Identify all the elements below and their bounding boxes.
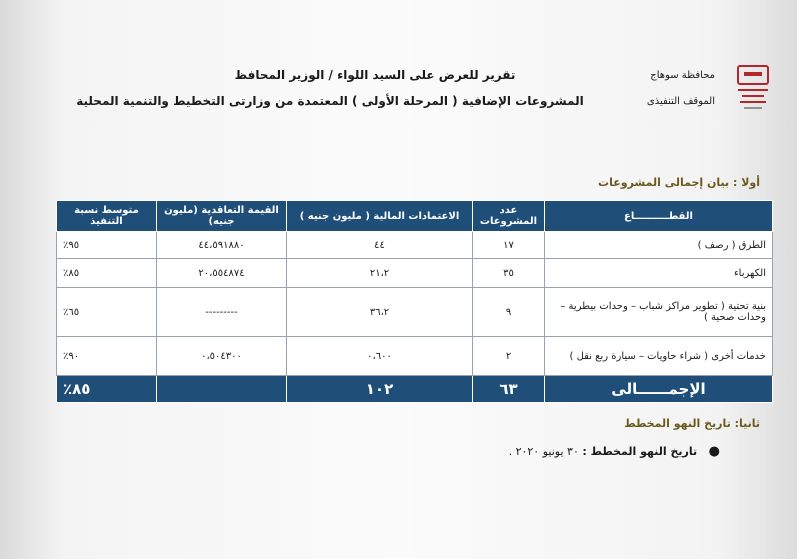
cell-progress: ٨٥٪ (57, 259, 157, 288)
cell-sector: الكهرباء (545, 259, 773, 288)
table-header-row (57, 201, 773, 232)
table-row (57, 232, 773, 259)
cell-budget: ٣٦،٢ (287, 288, 473, 337)
report-title: تقرير للعرض على السيد اللواء / الوزير المحافظ (234, 68, 516, 82)
table-row (57, 337, 773, 376)
total-label: الإجمــــــالى (545, 376, 773, 403)
cell-count: ١٧ (473, 232, 545, 259)
cell-progress: ٩٥٪ (57, 232, 157, 259)
completion-date-item (480, 444, 720, 459)
table-row (57, 259, 773, 288)
executive-status-label: الموقف التنفيذى (646, 96, 715, 107)
cell-progress: ٦٥٪ (57, 288, 157, 337)
total-progress: ٨٥٪ (57, 376, 157, 403)
governorate-label: محافظة سوهاج (650, 70, 715, 81)
header-count: عدد المشروعات (473, 201, 545, 232)
cell-contract-value: ٢٠،٥٥٤٨٧٤ (157, 259, 287, 288)
cell-contract-value: --------- (157, 288, 287, 337)
cell-count: ٣٥ (473, 259, 545, 288)
header-sector: القطــــــــــاع (545, 201, 773, 232)
completion-date-value: ٣٠ يونيو ٢٠٢٠ . (508, 445, 579, 458)
table-total-row (57, 376, 773, 403)
cell-sector: الطرق ( رصف ) (545, 232, 773, 259)
cell-contract-value: ٤٤،٥٩١٨٨٠ (157, 232, 287, 259)
cell-sector: خدمات أخرى ( شراء حاويات – سيارة ربع نقل ) (545, 337, 773, 376)
table-row (57, 288, 773, 337)
total-count: ٦٣ (473, 376, 545, 403)
cell-budget: ٠،٦٠٠ (287, 337, 473, 376)
hayah-karima-logo (732, 64, 774, 112)
section-title-summary: أولا : بيان إجمالى المشروعات (598, 176, 760, 189)
cell-budget: ٤٤ (287, 232, 473, 259)
cell-contract-value: ٠،٥٠٤٣٠٠ (157, 337, 287, 376)
bullet-icon: ● (708, 444, 720, 459)
section-title-completion-date: ثانيا: تاريخ النهو المخطط (624, 417, 760, 430)
cell-sector: بنية تحتية ( تطوير مراكز شباب – وحدات بيطرية – وحدات صحية ) (545, 288, 773, 337)
cell-count: ٢ (473, 337, 545, 376)
cell-progress: ٩٠٪ (57, 337, 157, 376)
projects-summary-table (56, 200, 773, 403)
header-budget: الاعتمادات المالية ( مليون جنيه ) (287, 201, 473, 232)
total-budget: ١٠٢ (287, 376, 473, 403)
total-contract-value (157, 376, 287, 403)
header-contract-value: القيمة التعاقدية (مليون جنيه) (157, 201, 287, 232)
cell-budget: ٢١،٢ (287, 259, 473, 288)
report-subtitle: المشروعات الإضافية ( المرحلة الأولى ) المعتمدة من وزارتى التخطيط والتنمية المحلية (76, 94, 584, 108)
cell-count: ٩ (473, 288, 545, 337)
completion-date-label: تاريخ النهو المخطط : (582, 445, 698, 458)
header-progress: متوسط نسبة التنفيذ (57, 201, 157, 232)
